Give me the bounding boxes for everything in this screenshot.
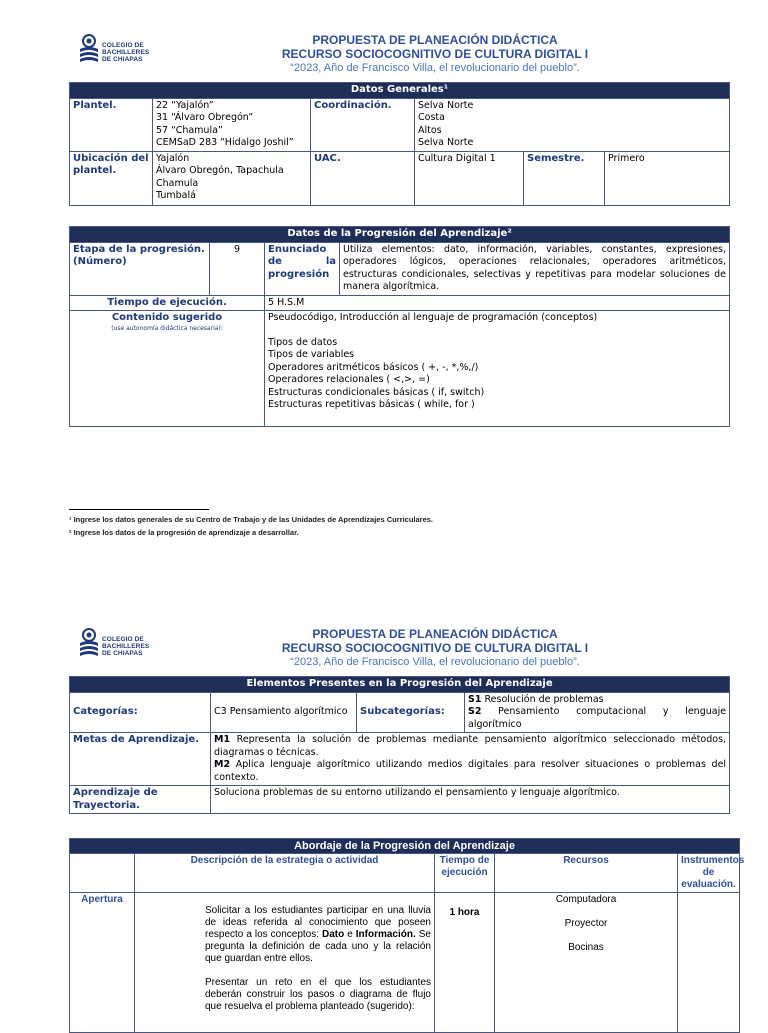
header-title-2: RECURSO SOCIOCOGNITIVO DE CULTURA DIGITAL I [281,47,589,61]
plantel-value: 22 “Yajalón” 31 “Álvaro Obregón” 57 “Chamula” CEMSaD 283 “Hidalgo Joshil” [153,98,311,151]
tiempo-label: Tiempo de ejecución. [70,295,265,311]
contenido-note: (use autonomía didáctica necesaria): [111,324,223,332]
apertura-instrumentos [678,893,740,1033]
uac-label: UAC. [311,151,415,205]
apertura-recursos: Computadora Proyector Bocinas [495,893,678,1033]
logo-emblem-icon [78,33,102,65]
enunciado-value: Utiliza elementos: dato, información, variables, constantes, expresiones, operadores lógicos, operaciones relacionales, operadores aritméticos, estructuras condicionales, selectivas y repetitivas para modelar soluciones de manera algorítmica. [340,242,730,295]
page-header-2 [210,627,660,669]
header-title-2: RECURSO SOCIOCOGNITIVO DE CULTURA DIGITAL I [281,641,589,655]
elementos-table [69,676,730,814]
contenido-value: Pseudocódigo, Introducción al lenguaje de programación (conceptos) Tipos de datos Tipos de variables Operadores aritméticos básicos ( +, -, *,%,/) Operadores relacionales ( <,>, =) Estructuras condicionales básicas ( if, switch) Estructuras repetitivas básicas ( while, for ) [265,311,730,427]
col-tiempo: Tiempo de ejecución [435,854,495,893]
enunciado-label: Enunciado de la progresión [265,242,340,295]
datos-generales-table [69,82,730,206]
col-instrumentos: Instrumentos de evaluación. [678,854,740,893]
etapa-value: 9 [210,242,265,295]
coordinacion-label: Coordinación. [311,98,415,151]
abordaje-empty-header [70,854,135,893]
datos-generales-title: Datos Generales¹ [70,83,730,99]
contenido-label: Contenido sugerido [111,312,223,323]
col-recursos: Recursos [495,854,678,893]
categorias-label: Categorías: [70,692,211,733]
header-title-1: PROPUESTA DE PLANEACIÓN DIDÁCTICA [312,627,558,641]
semestre-value: Primero [605,151,730,205]
trayectoria-label: Aprendizaje de Trayectoria. [70,786,211,814]
abordaje-table [69,838,745,1033]
coordinacion-value: Selva Norte Costa Altos Selva Norte [415,98,730,151]
etapa-label: Etapa de la progresión. (Número) [70,242,210,295]
logo-emblem-icon [78,627,102,659]
semestre-label: Semestre. [524,151,605,205]
abordaje-title: Abordaje de la Progresión del Aprendizaje [70,839,740,854]
subcategorias-label: Subcategorías: [357,692,465,733]
logo-text: COLEGIO DE BACHILLERES DE CHIAPAS [102,42,150,63]
plantel-label: Plantel. [70,98,153,151]
apertura-tiempo: 1 hora [435,893,495,1033]
contenido-label-cell [70,311,265,427]
header-title-3: “2023, Año de Francisco Villa, el revolucionario del pueblo”. [290,656,580,668]
apertura-descripcion: Solicitar a los estudiantes participar en una lluvia de ideas referida al conocimiento que poseen respecto a los conceptos: Dato e Información. Se pregunta la definición de cada uno y la relación que guardan entre ellos. Presentar un reto en el que los estudiantes deberán construir los pasos o diagrama de flujo que resuelva el problema planteado (sugerido): [135,893,435,1033]
header-title-3: “2023, Año de Francisco Villa, el revolucionario del pueblo”. [290,62,580,74]
header-title-1: PROPUESTA DE PLANEACIÓN DIDÁCTICA [312,33,558,47]
metas-value: M1 Representa la solución de problemas mediante pensamiento algorítmico seleccionado métodos, diagramas o técnicas. M2 Aplica lenguaje algorítmico utilizando medios digitales para resolver situaciones o problemas del contexto. [211,733,730,786]
logo-page2 [78,627,150,659]
progresion-title: Datos de la Progresión del Aprendizaje² [70,227,730,243]
page-header [210,33,660,75]
footnote-divider [69,509,209,510]
categorias-value: C3 Pensamiento algorítmico [211,692,357,733]
uac-value: Cultura Digital 1 [415,151,524,205]
subcategorias-value: S1 Resolución de problemas S2 Pensamiento computacional y lenguaje algorítmico [465,692,730,733]
ubicacion-value: Yajalón Álvaro Obregón, Tapachula Chamula Tumbalá [153,151,311,205]
col-descripcion: Descripción de la estrategia o actividad [135,854,435,893]
tiempo-value: 5 H.S.M [265,295,730,311]
logo-text: COLEGIO DE BACHILLERES DE CHIAPAS [102,636,150,657]
metas-label: Metas de Aprendizaje. [70,733,211,786]
footnote-2: ² Ingrese los datos de la progresión de aprendizaje a desarrollar. [69,528,299,537]
elementos-title: Elementos Presentes en la Progresión del Aprendizaje [70,677,730,693]
footnote-1: ¹ Ingrese los datos generales de su Centro de Trabajo y de las Unidades de Aprendizajes Curriculares. [69,515,434,524]
ubicacion-label: Ubicación del plantel. [70,151,153,205]
apertura-label: Apertura [70,893,135,1033]
logo [78,33,150,65]
progresion-table [69,226,730,427]
trayectoria-value: Soluciona problemas de su entorno utilizando el pensamiento y lenguaje algorítmico. [211,786,730,814]
